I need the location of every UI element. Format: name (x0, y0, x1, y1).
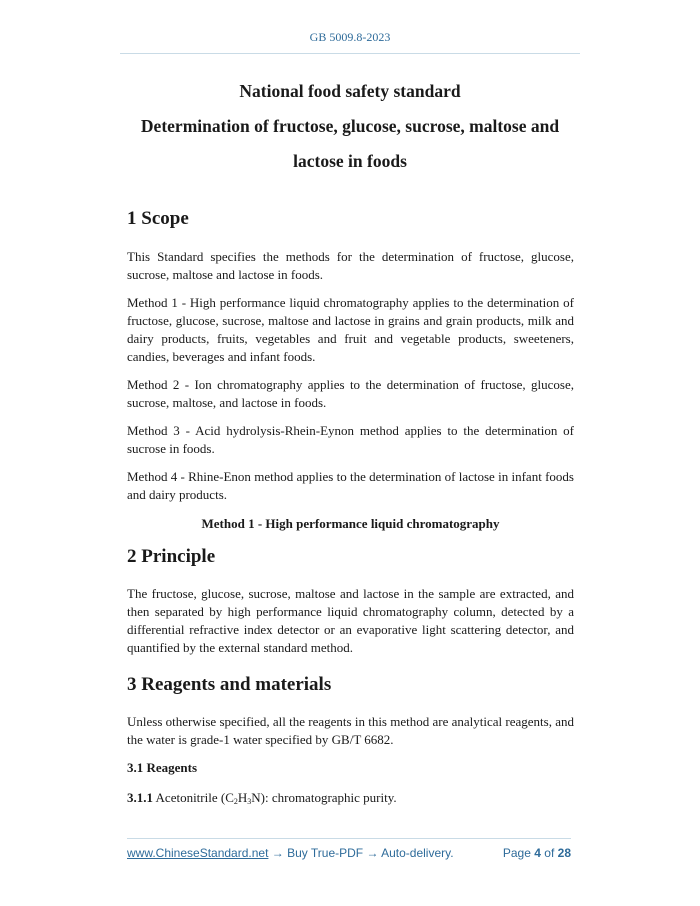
document-header-code: GB 5009.8-2023 (309, 30, 391, 44)
scope-method4-paragraph: Method 4 - Rhine-Enon method applies to the determination of lactose in infant foods and dairy products. (127, 469, 574, 502)
header-divider (120, 53, 580, 54)
method-heading: Method 1 - High performance liquid chromatography (201, 516, 500, 531)
title-line-3: lactose in foods (293, 151, 407, 171)
page-footer (127, 846, 571, 860)
footer-promo (127, 846, 454, 860)
page-indicator (503, 846, 571, 860)
scope-method3-paragraph: Method 3 - Acid hydrolysis-Rhein-Eynon method applies to the determination of sucrose in foods. (127, 423, 574, 456)
reagents-paragraph: Unless otherwise specified, all the reagents in this method are analytical reagents, and the water is grade-1 water specified by GB/T 6682. (127, 714, 574, 747)
principle-paragraph: The fructose, glucose, sucrose, maltose and lactose in the sample are extracted, and then separated by high performance liquid chromatography column, detected by a differential refractive index detector or an evaporative light scattering detector, and quantified by the external standard method. (127, 586, 574, 655)
scope-method1-paragraph: Method 1 - High performance liquid chromatography applies to the determination of fructose, glucose, sucrose, maltose and lactose in grains and grain products, milk and dairy products, fruits, vegetables and fruit and vegetable products, sweeteners, candies, beverages and infant foods. (127, 295, 574, 364)
reagent-name-suffix: N): chromatographic purity. (251, 790, 397, 805)
reagent-item-number: 3.1.1 (127, 790, 153, 805)
subsection-heading-reagents: 3.1 Reagents (127, 760, 198, 775)
footer-promo-text: → Buy True-PDF → Auto-delivery. (268, 846, 454, 860)
scope-intro-paragraph: This Standard specifies the methods for the determination of fructose, glucose, sucrose, maltose and lactose in foods. (127, 249, 574, 282)
section-heading-reagents: 3 Reagents and materials (127, 674, 332, 695)
reagent-item (127, 789, 574, 807)
title-line-1: National food safety standard (239, 81, 461, 101)
section-heading-principle: 2 Principle (127, 546, 216, 567)
document-body (127, 205, 574, 807)
reagent-name-prefix: Acetonitrile (C (153, 790, 234, 805)
formula-subscript-1: 2 (233, 797, 238, 806)
chinesestandard-link[interactable]: www.ChineseStandard.net (127, 846, 269, 860)
scope-method2-paragraph: Method 2 - Ion chromatography applies to the determination of fructose, glucose, sucrose, maltose, and lactose in foods. (127, 377, 574, 410)
page-total: 28 (557, 846, 571, 860)
page-label: Page (502, 846, 531, 860)
title-line-2: Determination of fructose, glucose, sucrose, maltose and (140, 116, 560, 136)
document-title (100, 74, 600, 179)
footer-divider (127, 838, 571, 839)
page-of-label: of (544, 846, 555, 860)
formula-subscript-2: 3 (247, 797, 252, 806)
reagent-name-mid: H (237, 790, 248, 805)
page-current: 4 (534, 846, 541, 860)
section-heading-scope: 1 Scope (127, 208, 189, 229)
